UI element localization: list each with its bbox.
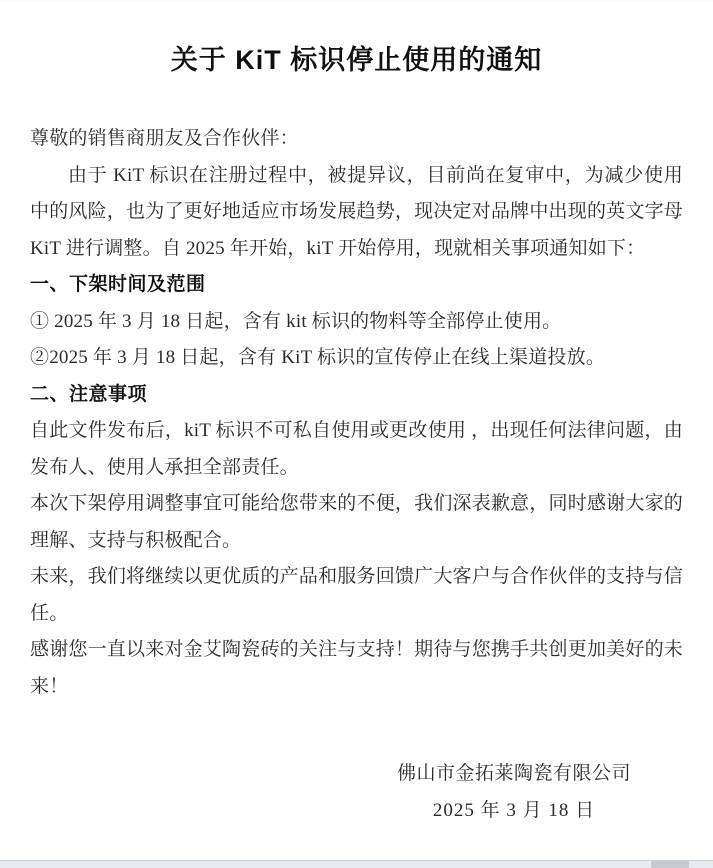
- signature-company: 佛山市金拓莱陶瓷有限公司: [396, 763, 631, 784]
- intro-paragraph: 由于 KiT 标识在注册过程中，被提异议，目前尚在复审中，为减少使用中的风险，也为了更好地适应市场发展趋势，现决定对品牌中出现的英文字母 KiT 进行调整。自 2025 年开始，kiT 开始停用，现就相关事项通知如下：: [30, 164, 683, 259]
- salutation: 尊敬的销售商朋友及合作伙伴：: [30, 128, 299, 149]
- section1-item-2: ②2025 年 3 月 18 日起，含有 KiT 标识的宣传停止在线上渠道投放。: [30, 347, 606, 368]
- signature-date: 2025 年 3 月 18 日: [432, 799, 596, 821]
- section2-paragraph-3: 未来，我们将继续以更优质的产品和服务回馈广大客户与合作伙伴的支持与信任。: [30, 566, 683, 624]
- section2-heading: 二、注意事项: [30, 383, 148, 405]
- taskbar-edge-segment: [651, 861, 689, 868]
- taskbar-edge-strip: [0, 860, 713, 868]
- section1-item-1: ① 2025 年 3 月 18 日起，含有 kit 标识的物料等全部停止使用。: [30, 310, 562, 332]
- section1-heading: 一、下架时间及范围: [30, 274, 206, 295]
- document-title: 关于 KiT 标识停止使用的通知: [170, 45, 543, 75]
- section2-paragraph-1: 自此文件发布后，kiT 标识不可私自使用或更改使用 ，出现任何法律问题，由发布人、使用人承担全部责任。: [30, 420, 683, 478]
- signature-block: [397, 756, 631, 829]
- section2-paragraph-2: 本次下架停用调整事宜可能给您带来的不便，我们深表歉意，同时感谢大家的理解、支持与积极配合。: [30, 493, 683, 551]
- section2-paragraph-4: 感谢您一直以来对金艾陶瓷砖的关注与支持！期待与您携手共创更加美好的未来！: [30, 639, 683, 697]
